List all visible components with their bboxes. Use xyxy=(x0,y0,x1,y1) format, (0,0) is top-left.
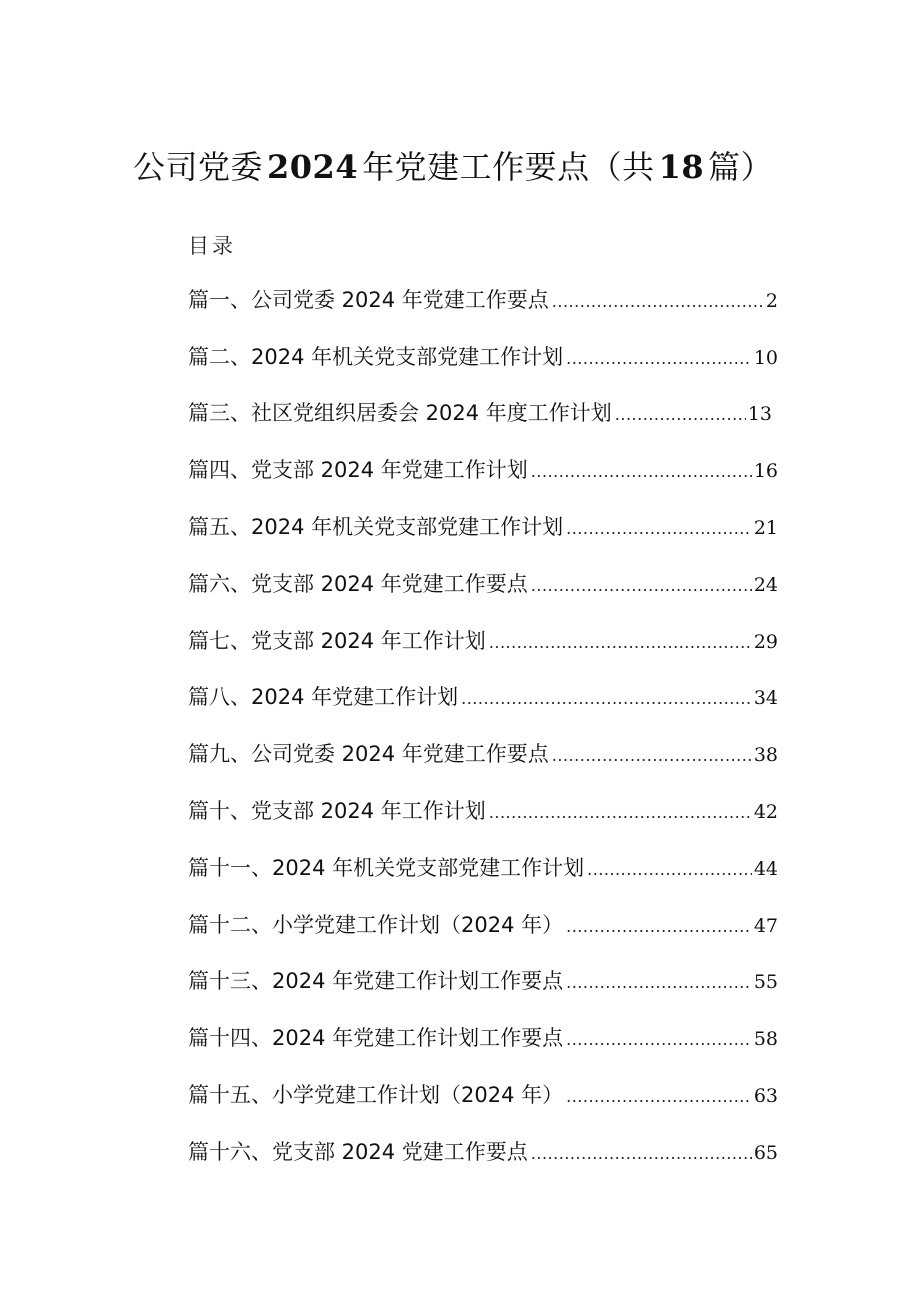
toc-entry-title: 篇十二、小学党建工作计划（2024 年） xyxy=(188,913,564,937)
toc-entry[interactable] xyxy=(188,395,772,431)
toc-leader-dots xyxy=(566,341,752,377)
toc-entry-title: 篇二、2024 年机关党支部党建工作计划 xyxy=(188,345,564,369)
toc-entry[interactable] xyxy=(188,452,778,488)
toc-entry[interactable] xyxy=(188,339,778,375)
toc-page-number: 44 xyxy=(753,858,778,880)
toc-entry[interactable] xyxy=(188,850,778,886)
toc-leader-dots xyxy=(461,681,752,717)
toc-entry-title: 篇十一、2024 年机关党支部党建工作计划 xyxy=(188,856,585,880)
toc-page-number: 21 xyxy=(753,517,778,539)
toc-page-number: 29 xyxy=(753,631,778,653)
toc-entry-title: 篇三、社区党组织居委会 2024 年度工作计划 xyxy=(188,401,612,425)
toc-leader-dots xyxy=(552,284,764,320)
toc-leader-dots xyxy=(531,568,752,604)
toc-entry-title: 篇一、公司党委 2024 年党建工作要点 xyxy=(188,288,549,312)
toc-page-number: 16 xyxy=(753,460,778,482)
toc-leader-dots xyxy=(489,795,752,831)
toc-entry[interactable] xyxy=(188,1134,778,1170)
toc-entry[interactable] xyxy=(188,1020,778,1056)
toc-leader-dots xyxy=(587,852,752,888)
title-count: 18 xyxy=(658,148,705,186)
toc-page-number: 13 xyxy=(747,403,772,425)
toc-page-number: 42 xyxy=(753,801,778,823)
toc-entry[interactable] xyxy=(188,679,778,715)
toc-page-number: 10 xyxy=(753,347,778,369)
toc-page-number: 34 xyxy=(753,687,778,709)
toc-leader-dots xyxy=(566,1022,752,1058)
toc-entry-title: 篇六、党支部 2024 年党建工作要点 xyxy=(188,572,528,596)
toc-leader-dots xyxy=(566,1079,752,1115)
toc-leader-dots xyxy=(566,909,752,945)
toc-entry[interactable] xyxy=(188,1077,778,1113)
toc-entry-title: 篇十四、2024 年党建工作计划工作要点 xyxy=(188,1026,564,1050)
toc-page-number: 47 xyxy=(753,915,778,937)
title-prefix: 公司党委 xyxy=(133,148,264,186)
toc-entry[interactable] xyxy=(188,793,778,829)
toc-entry[interactable] xyxy=(188,736,778,772)
toc-leader-dots xyxy=(566,965,752,1001)
title-suffix: 篇） xyxy=(708,148,774,186)
toc-leader-dots xyxy=(552,738,752,774)
toc-page-number: 24 xyxy=(753,574,778,596)
toc-page-number: 55 xyxy=(753,971,778,993)
toc-leader-dots xyxy=(615,397,746,433)
toc-entry[interactable] xyxy=(188,282,778,318)
toc-entry-title: 篇四、党支部 2024 年党建工作计划 xyxy=(188,458,528,482)
toc-entry-title: 篇八、2024 年党建工作计划 xyxy=(188,685,459,709)
toc-leader-dots xyxy=(489,625,752,661)
toc-leader-dots xyxy=(531,454,752,490)
toc-entry-title: 篇十六、党支部 2024 党建工作要点 xyxy=(188,1140,528,1164)
document-title xyxy=(133,143,773,191)
toc-heading: 目录 xyxy=(188,234,236,258)
toc-entry-title: 篇十三、2024 年党建工作计划工作要点 xyxy=(188,969,564,993)
toc-page-number: 63 xyxy=(753,1085,778,1107)
toc-page-number: 65 xyxy=(753,1142,778,1164)
toc-entry-title: 篇十、党支部 2024 年工作计划 xyxy=(188,799,486,823)
toc-page-number: 38 xyxy=(753,744,778,766)
toc-leader-dots xyxy=(531,1136,752,1172)
toc-page-number: 58 xyxy=(753,1028,778,1050)
toc-entry-title: 篇十五、小学党建工作计划（2024 年） xyxy=(188,1083,564,1107)
toc-leader-dots xyxy=(566,511,752,547)
toc-entry[interactable] xyxy=(188,623,778,659)
toc-page-number: 2 xyxy=(765,290,778,312)
title-year: 2024 xyxy=(267,148,359,186)
toc-entry[interactable] xyxy=(188,566,778,602)
title-middle: 年党建工作要点（共 xyxy=(362,148,655,186)
toc-entry[interactable] xyxy=(188,509,778,545)
toc-entry[interactable] xyxy=(188,963,778,999)
toc-entry[interactable] xyxy=(188,907,778,943)
toc-entry-title: 篇五、2024 年机关党支部党建工作计划 xyxy=(188,515,564,539)
toc-entry-title: 篇七、党支部 2024 年工作计划 xyxy=(188,629,486,653)
toc-entry-title: 篇九、公司党委 2024 年党建工作要点 xyxy=(188,742,549,766)
